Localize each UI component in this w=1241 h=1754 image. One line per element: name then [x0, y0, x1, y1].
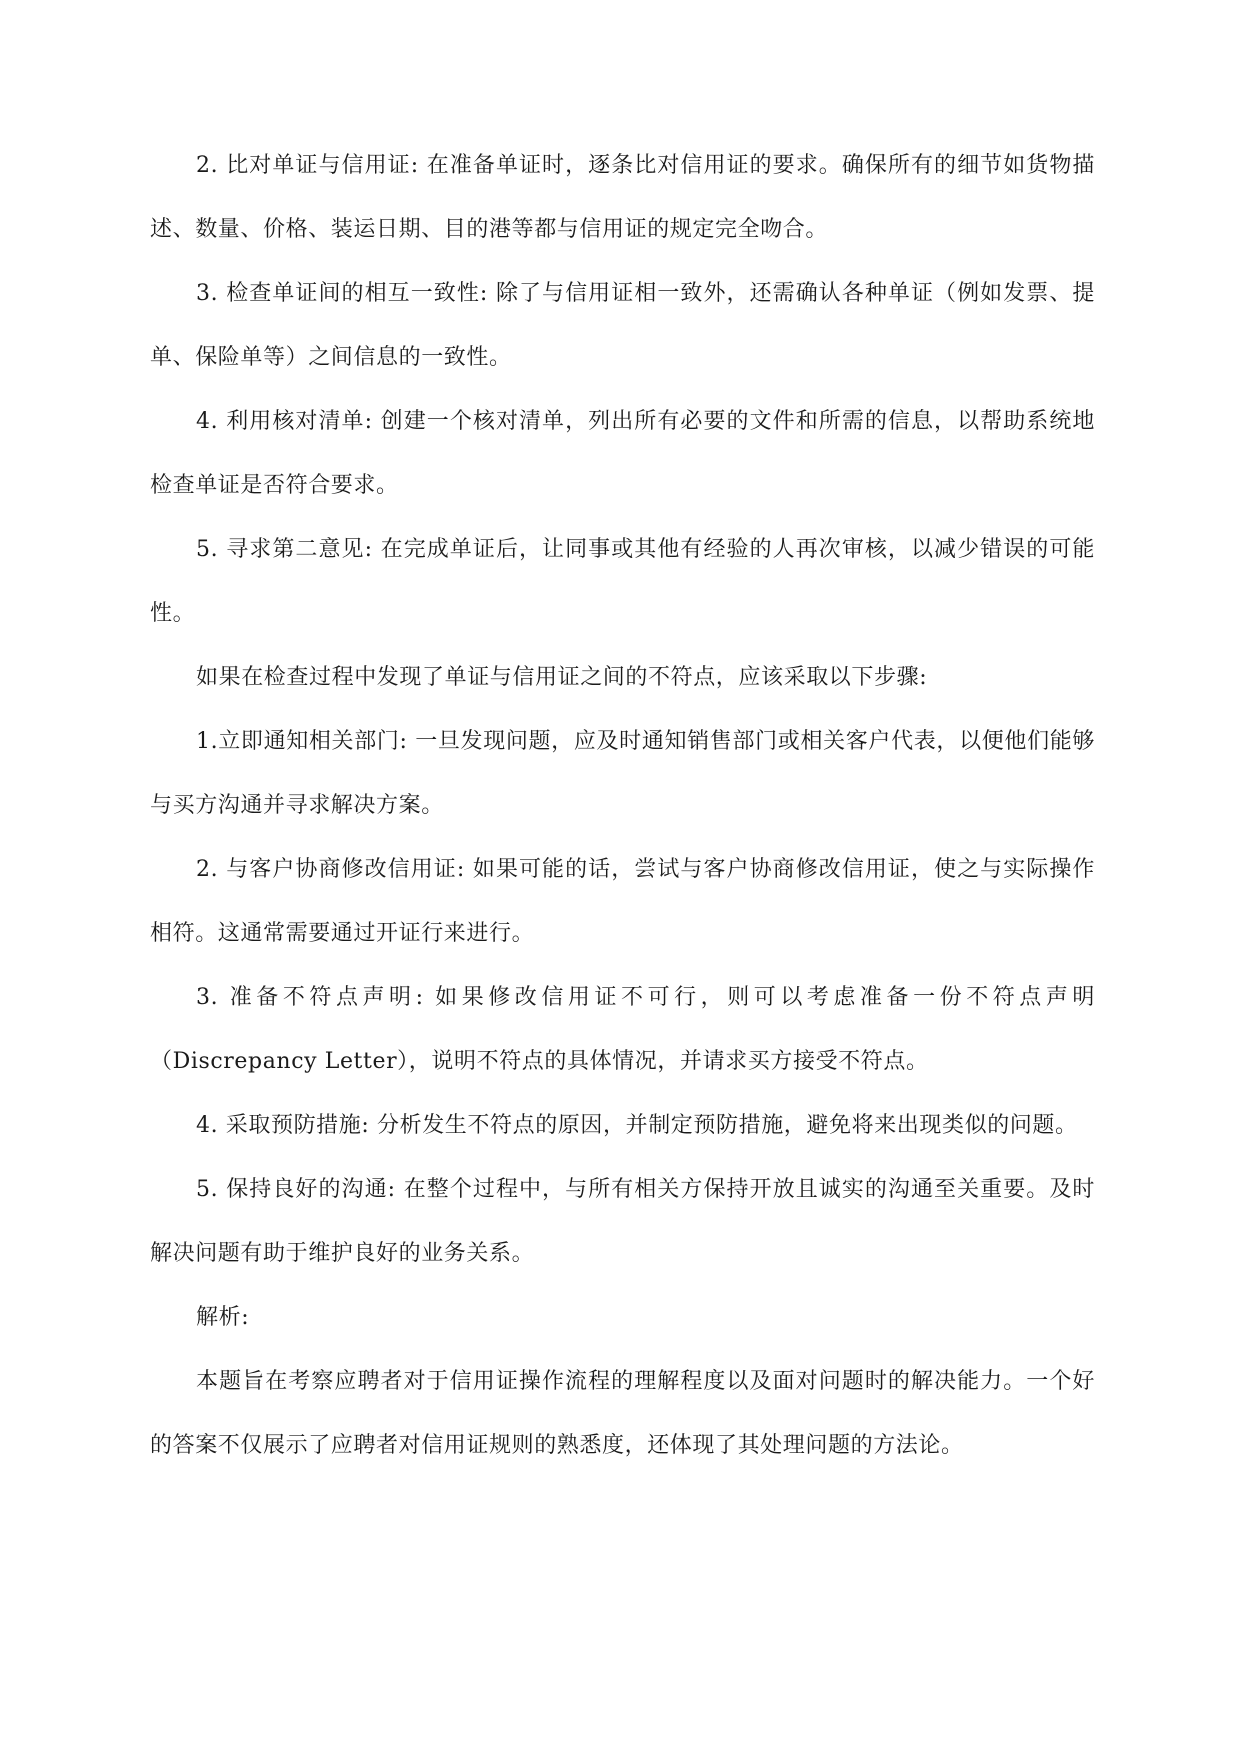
paragraph-check-consistency: 3. 检查单证间的相互一致性: 除了与信用证相一致外，还需确认各种单证（例如发票、提单、保险单等）之间信息的一致性。: [150, 281, 1095, 370]
paragraph-amend-credit: 2. 与客户协商修改信用证: 如果可能的话，尝试与客户协商修改信用证，使之与实际操作相符。这通常需要通过开证行来进行。: [150, 857, 1095, 946]
paragraph-discrepancy-intro: 如果在检查过程中发现了单证与信用证之间的不符点，应该采取以下步骤:: [196, 665, 928, 690]
paragraph-notify-departments: 1.立即通知相关部门: 一旦发现问题，应及时通知销售部门或相关客户代表，以便他们能够与买方沟通并寻求解决方案。: [150, 729, 1095, 818]
paragraph-checklist: 4. 利用核对清单: 创建一个核对清单，列出所有必要的文件和所需的信息，以帮助系统地检查单证是否符合要求。: [150, 409, 1095, 498]
paragraph-preventive-measures: 4. 采取预防措施: 分析发生不符点的原因，并制定预防措施，避免将来出现类似的问题。: [196, 1113, 1078, 1138]
paragraph-second-opinion: 5. 寻求第二意见: 在完成单证后，让同事或其他有经验的人再次审核，以减少错误的可能性。: [150, 537, 1095, 626]
paragraph-communication: 5. 保持良好的沟通: 在整个过程中，与所有相关方保持开放且诚实的沟通至关重要。及时解决问题有助于维护良好的业务关系。: [150, 1177, 1095, 1266]
paragraph-analysis-heading: 解析:: [196, 1305, 250, 1330]
paragraph-discrepancy-letter: 3. 准备不符点声明: 如果修改信用证不可行，则可以考虑准备一份不符点声明（Discrepancy Letter），说明不符点的具体情况，并请求买方接受不符点。: [150, 985, 1095, 1074]
paragraph-analysis-body: 本题旨在考察应聘者对于信用证操作流程的理解程度以及面对问题时的解决能力。一个好的答案不仅展示了应聘者对信用证规则的熟悉度，还体现了其处理问题的方法论。: [150, 1369, 1095, 1458]
paragraph-compare-documents: 2. 比对单证与信用证: 在准备单证时，逐条比对信用证的要求。确保所有的细节如货物描述、数量、价格、装运日期、目的港等都与信用证的规定完全吻合。: [150, 153, 1095, 242]
document-page: [150, 134, 1095, 1478]
